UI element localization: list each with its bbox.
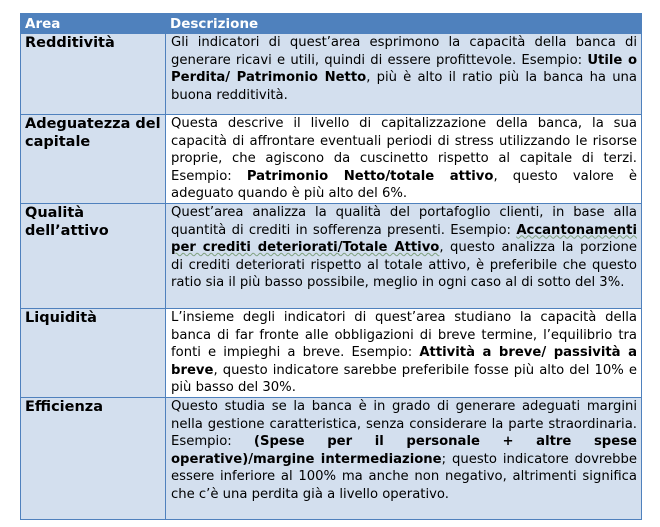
area-cell: Efficienza: [21, 398, 166, 520]
example-formula: Accantonamenti per crediti deteriorati/Totale Attivo: [171, 222, 637, 256]
description-text: , più è alto il ratio più la banca ha una buona redditività.: [171, 70, 637, 103]
area-cell: Qualità dell’attivo: [21, 204, 166, 309]
example-formula: Utile o Perdita/ Patrimonio Netto: [171, 52, 638, 86]
description-cell: [166, 398, 642, 520]
description-cell: [166, 115, 642, 204]
area-cell: Adeguatezza del capitale: [21, 115, 166, 204]
example-formula: Attività a breve/ passività a breve: [171, 345, 637, 378]
area-cell: Liquidità: [21, 309, 166, 398]
description-text: , questo indicatore sarebbe preferibile fosse più alto del 10% e più basso del 30%.: [171, 362, 637, 396]
description-cell: [166, 204, 642, 309]
description-cell: [166, 309, 642, 398]
description-text: Questo studia se la banca è in grado di generare adeguati margini nella gestione caratteristica, senza considerare la parte straordinaria. Esempio:: [171, 399, 637, 450]
header-area: Area: [21, 14, 166, 34]
description-text: Questa descrive il livello di capitalizzazione della banca, la sua capacità di affrontare eventuali periodi di stress utilizzando le risorse proprie, che agiscono da cuscinetto rispetto al capitale di terzi. Esempio:: [171, 116, 637, 184]
description-text: Gli indicatori di quest’area esprimono la capacità della banca di generare ricavi e utili, quindi di essere profittevole. Esempio:: [171, 35, 637, 68]
description-text: ; questo indicatore dovrebbe essere inferiore al 100% ma anche non negativo, altrimenti significa che c’è una perdita già a livello operativo.: [171, 451, 637, 502]
table-row-efficienza: [21, 398, 642, 520]
table-row-liquidita: [21, 309, 642, 398]
example-formula: (Spese per il personale + altre spese operative)/margine intermediazione: [171, 434, 637, 467]
description-text: Quest’area analizza la qualità del portafoglio clienti, in base alla quantità di crediti in sofferenza presenti. Esempio:: [171, 205, 637, 238]
description-text: L’insieme degli indicatori di quest’area studiano la capacità della banca di far fronte alle obbligazioni di breve termine, l’equilibrio tra fonti e impieghi a breve. Esempio:: [171, 310, 637, 361]
example-formula: Patrimonio Netto/totale attivo: [246, 168, 494, 184]
area-cell: Redditività: [21, 34, 166, 115]
table-row-qualita: [21, 204, 642, 309]
indicator-table: [20, 13, 642, 520]
description-text: , questo valore è adeguato quando è più alto del 6%.: [171, 168, 637, 202]
header-descrizione: Descrizione: [166, 14, 642, 34]
table-row-redditivita: [21, 34, 642, 115]
description-cell: [166, 34, 642, 115]
table-row-adeguatezza: [21, 115, 642, 204]
table-header-row: [21, 14, 642, 34]
description-text: , questo analizza la porzione di crediti deteriorati rispetto al totale attivo, è preferibile che questo ratio sia il più basso possibile, meglio in ogni caso al di sotto del 3%.: [171, 240, 638, 291]
